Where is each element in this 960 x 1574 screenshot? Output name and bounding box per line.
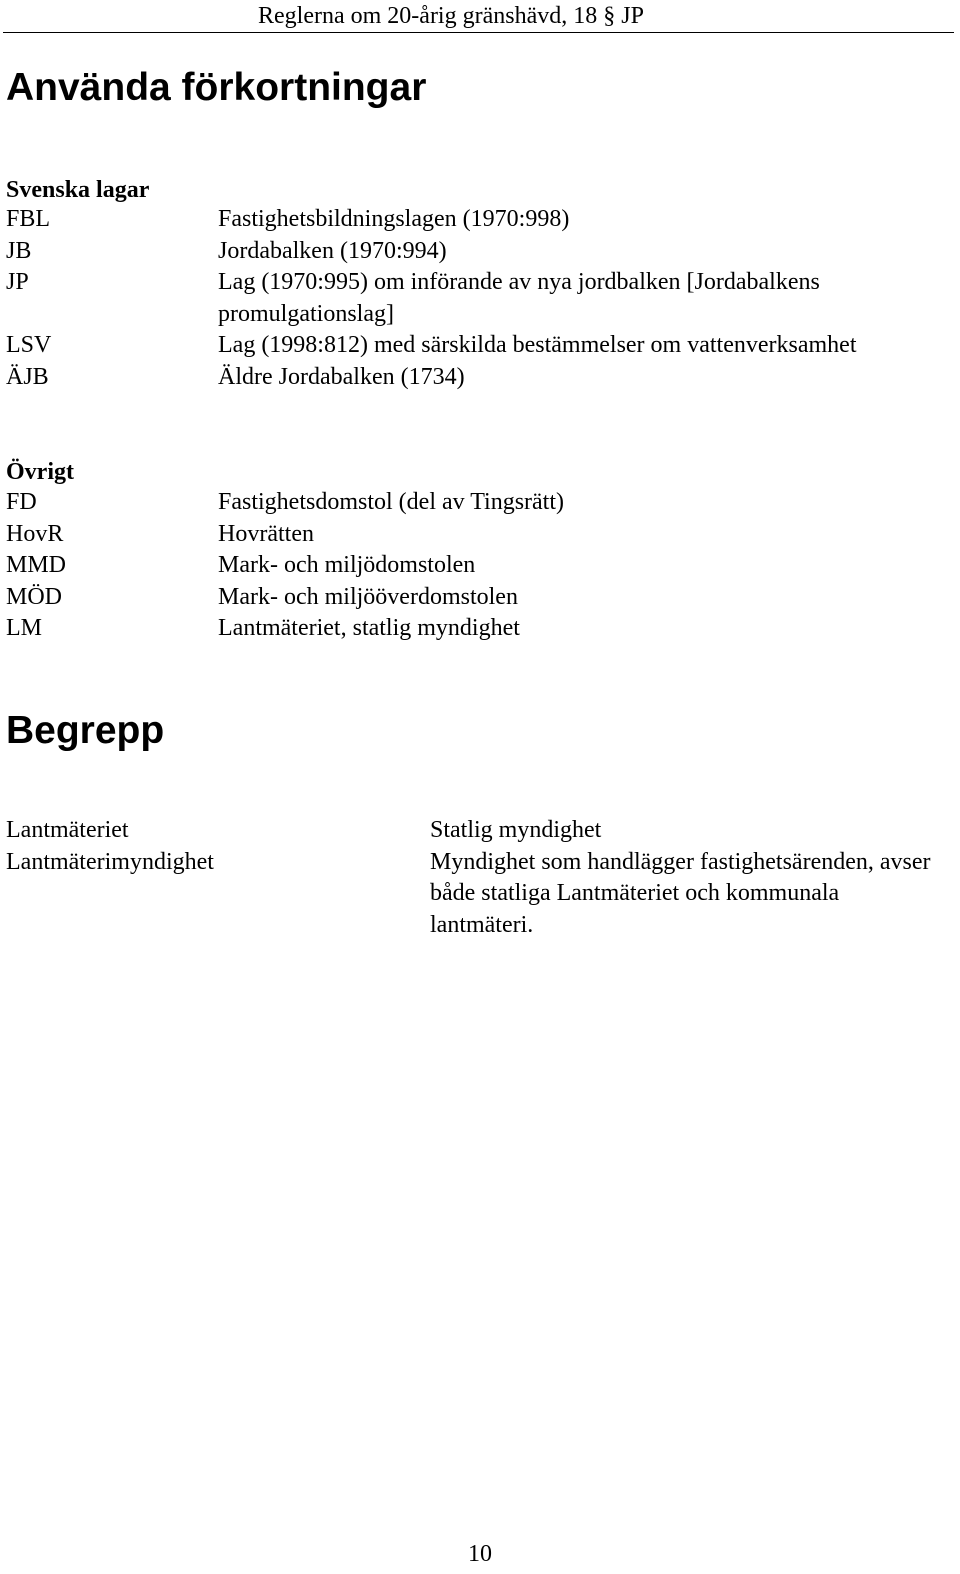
abbreviation-term: MÖD bbox=[6, 583, 63, 610]
concepts-heading: Begrepp bbox=[6, 709, 165, 752]
abbreviation-description: Äldre Jordabalken (1734) bbox=[218, 363, 465, 390]
abbreviation-term: ÄJB bbox=[6, 363, 49, 390]
laws-heading: Svenska lagar bbox=[6, 177, 150, 203]
concept-term: Lantmäteriet bbox=[6, 817, 129, 843]
abbreviation-description: Fastighetsdomstol (del av Tingsrätt) bbox=[218, 489, 565, 515]
concept-definition: Statlig myndighet bbox=[430, 817, 602, 843]
other-heading: Övrigt bbox=[6, 459, 74, 485]
abbreviation-term: HovR bbox=[6, 520, 64, 547]
concept-definition: Myndighet som handlägger fastighetsärenden, avser både statliga Lantmäteriet och kommunala lantmäteri. bbox=[430, 848, 931, 938]
abbreviation-description: Mark- och miljööverdomstolen bbox=[218, 583, 518, 610]
abbreviations-heading: Använda förkortningar bbox=[6, 66, 427, 109]
abbreviation-description: Mark- och miljödomstolen bbox=[218, 552, 476, 578]
abbreviation-term: LSV bbox=[6, 332, 52, 358]
abbreviation-description: Lag (1970:995) om införande av nya jordbalken [Jordabalkens promulgationslag] bbox=[218, 269, 820, 327]
abbreviation-term: MMD bbox=[6, 552, 67, 578]
abbreviation-term: JB bbox=[6, 237, 32, 264]
abbreviation-term: FD bbox=[6, 489, 37, 515]
abbreviation-description: Lantmäteriet, statlig myndighet bbox=[218, 615, 520, 641]
abbreviation-description: Fastighetsbildningslagen (1970:998) bbox=[218, 206, 570, 232]
abbreviation-description: Hovrätten bbox=[218, 520, 314, 547]
header-rule bbox=[3, 32, 954, 33]
running-header: Reglerna om 20-årig gränshävd, 18 § JP bbox=[258, 3, 644, 29]
abbreviation-term: JP bbox=[6, 269, 29, 295]
abbreviation-description: Lag (1998:812) med särskilda bestämmelser om vattenverksamhet bbox=[218, 332, 857, 358]
concept-term: Lantmäterimyndighet bbox=[6, 848, 214, 875]
abbreviation-term: FBL bbox=[6, 206, 51, 232]
abbreviation-term: LM bbox=[6, 615, 42, 641]
abbreviation-description: Jordabalken (1970:994) bbox=[218, 237, 447, 264]
page-number: 10 bbox=[468, 1541, 492, 1567]
